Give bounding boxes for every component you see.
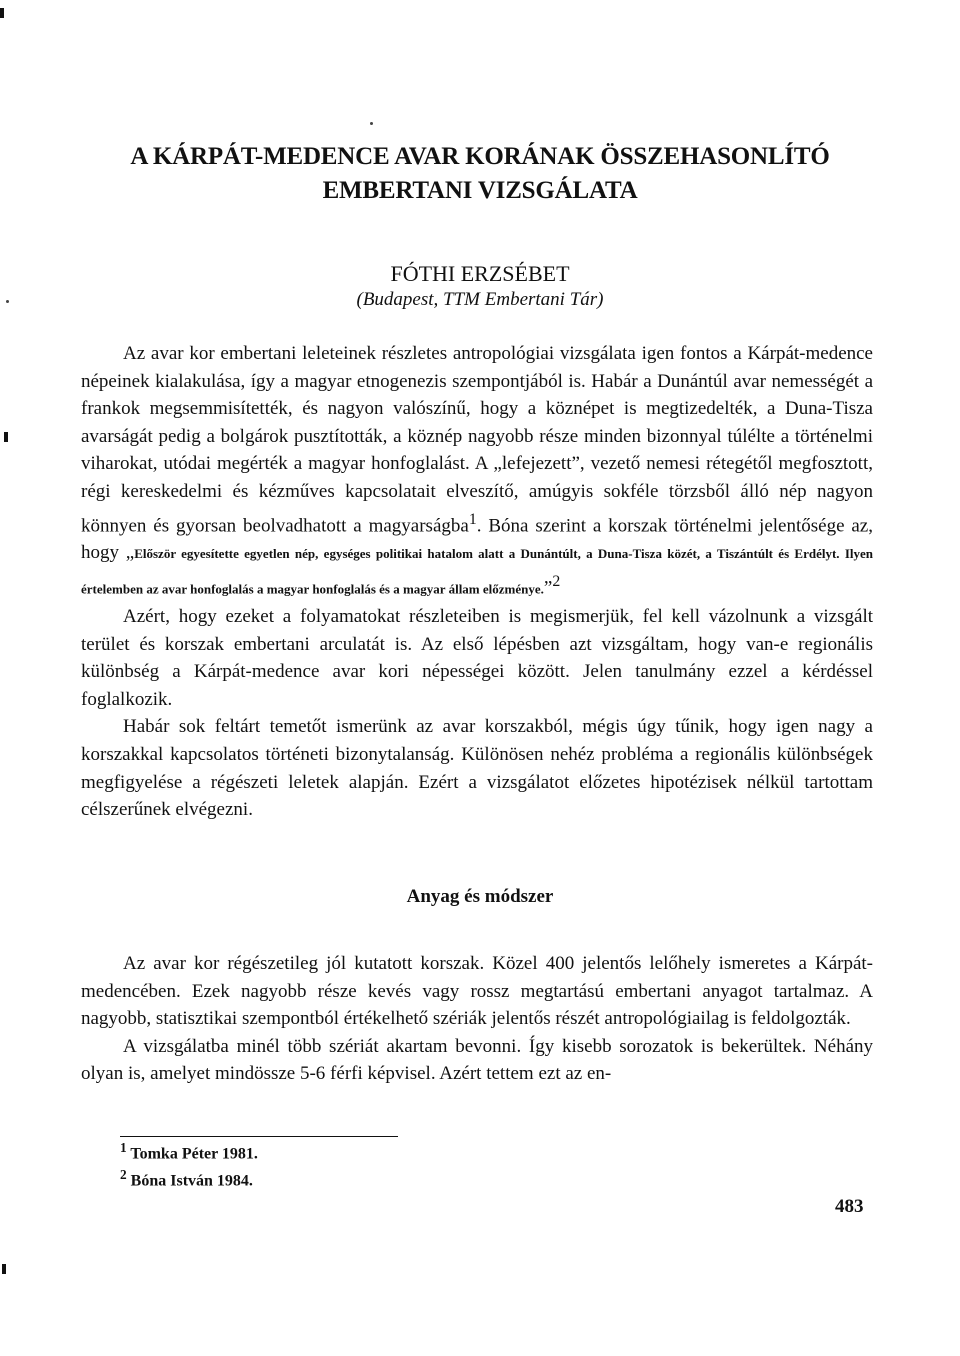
author-affiliation: (Budapest, TTM Embertani Tár) — [356, 289, 604, 310]
footnote-2-number: 2 — [120, 1167, 127, 1182]
scan-speck — [370, 122, 373, 125]
footnote-2 — [120, 1167, 253, 1190]
scan-speck — [6, 300, 9, 303]
article-title — [80, 140, 880, 208]
section-text — [81, 950, 873, 1088]
paragraph-3: Habár sok feltárt temetőt ismerünk az avar korszakból, mégis úgy tűnik, hogy igen nagy a korszakkal kapcsolatos történeti bizonytalanság. Különösen nehéz probléma a regionális különbségek megfigyelése a régészeti leletek alapján. Ezért a vizsgálatot előzetes hipotézisek nélkül tartottam célszerűnek elvégezni. — [81, 716, 873, 821]
title-line-2: EMBERTANI VIZSGÁLATA — [322, 177, 638, 204]
scan-mark — [0, 8, 4, 18]
intro-text — [81, 340, 873, 824]
footnote-1-text: Tomka Péter 1981. — [126, 1145, 258, 1163]
paragraph-2: Azért, hogy ezeket a folyamatokat részleteiben is megismerjük, fel kell vázolnunk a vizsgált terület és korszak embertani arculatát is. Az első lépésben azt vizsgáltam, hogy van-e regionális különbség a Kárpát-medence avar kori népességei között. Jelen tanulmány ezzel a kérdéssel foglalkozik. — [81, 606, 873, 710]
footnote-2-text: Bóna István 1984. — [126, 1172, 253, 1190]
paragraph-1-text: Az avar kor embertani leleteinek részletes antropológiai vizsgálata igen fontos a Kárpát-medence népeinek kialakulása, így a magyar etnogenezis szempontjából is. Habár a Dunántúl avar nemességét a frankok megsemmisítették, és nagyon valószínű, hogy a köznépet is megtizedelték, a Duna-Tisza avarságát pedig a bolgárok pusztították, a köznép nagyobb része minden bizonnyal túlélte a történelmi viharokat, utódai megérték a magyar honfoglalást. A „lefejezett”, vezető nemesi rétegétől megfosztott, régi kereskedelmi és kézműves kapcsolatait elveszítő, amúgyis sokféle törzsből álló nép nagyon könnyen és gyorsan beolvadhatott a magyarságba — [81, 343, 873, 536]
section-heading: Anyag és módszer — [406, 886, 554, 907]
scan-mark — [4, 432, 8, 442]
footnote-divider — [120, 1136, 398, 1137]
bona-quotation: Először egyesítette egyetlen nép, egységes politikai hatalom alatt a Dunántúlt, a Duna-Tisza közét, a Tiszántúlt és Erdélyt. Ilyen értelemben az avar honfoglalás a magyar honfoglalás és a magyar állam előzménye. — [81, 546, 873, 597]
footnote-ref-2: 2 — [552, 573, 561, 591]
author-name: FÓTHI ERZSÉBET — [390, 261, 570, 286]
closing-quote: ” — [543, 577, 553, 599]
paragraph-1-text-cont: . Bóna szerint a korszak történelmi jelentősége az, hogy „ — [81, 514, 873, 564]
footnote-1 — [120, 1140, 258, 1163]
footnote-1-number: 1 — [120, 1140, 127, 1155]
paragraph-1 — [81, 340, 873, 603]
section-paragraph-2: A vizsgálatba minél több szériát akartam bevonni. Így kisebb sorozatok is bekerültek. Néhány olyan is, amelyet mindössze 5-6 férfi képvisel. Azért tettem ezt az en- — [81, 1035, 873, 1085]
title-line-1: A KÁRPÁT-MEDENCE AVAR KORÁNAK ÖSSZEHASONLÍTÓ — [130, 143, 830, 170]
section-paragraph-1: Az avar kor régészetileg jól kutatott korszak. Közel 400 jelentős lelőhely ismeretes a Kárpát-medencében. Ezek nagyobb része kevés vagy rossz megtartású embertani anyagot tartalmaz. A nagyobb, statisztikai szempontból értékelhető szériák jelentős részét antropológiailag is feldolgozták. — [81, 953, 873, 1030]
footnote-ref-1: 1 — [468, 510, 477, 528]
scan-mark — [2, 1264, 6, 1274]
page-number: 483 — [835, 1196, 864, 1217]
